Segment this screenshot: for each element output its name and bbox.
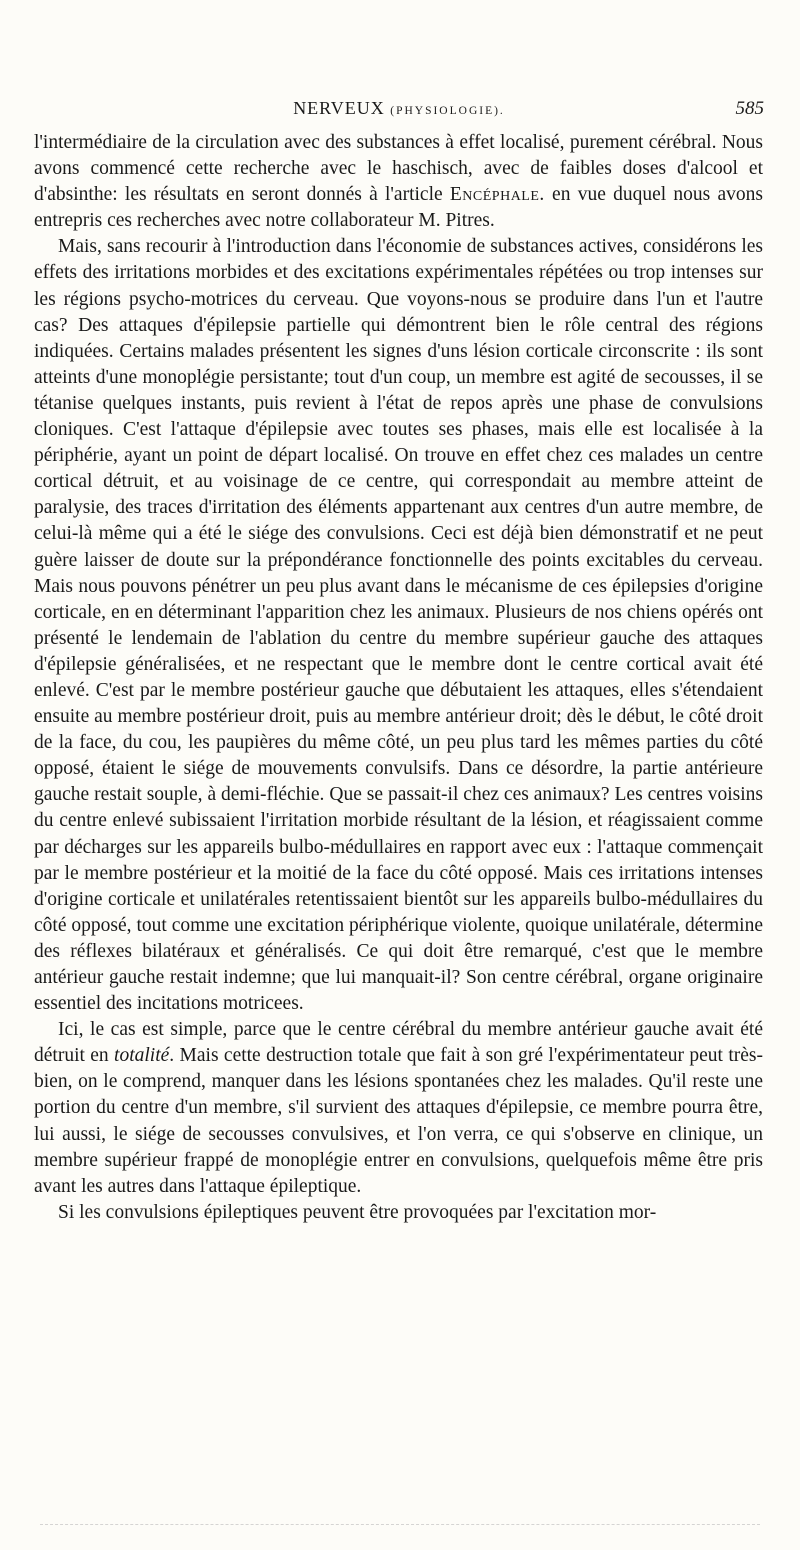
paragraph-1-text: l'intermédiaire de la circulation avec des substances à effet localisé, purement cérébral. Nous avons commencé cette recherche avec le haschisch, avec de faibles doses d'alcool et d'absinthe: les résultats en seront donnés à l'article: [34, 132, 763, 206]
emphasis-word: totalité: [114, 1045, 170, 1067]
paragraph-3: [34, 1017, 763, 1200]
footer-scan-marks: [40, 1524, 760, 1531]
running-title-main: NERVEUX: [293, 98, 385, 118]
paragraph-1: [34, 130, 763, 234]
running-header: [34, 98, 764, 124]
paragraph-3-text: Ici, le cas est simple, parce que le centre cérébral du membre antérieur gauche avait été détruit en: [34, 1019, 763, 1067]
running-title-sub: (PHYSIOLOGIE).: [390, 105, 505, 117]
paragraph-2: Mais, sans recourir à l'introduction dans l'économie de substances actives, considérons les effets des irritations morbides et des excitations expérimentales répétées ou trop intenses sur les régions psycho-motrices du cerveau. Que voyons-nous se produire dans l'un et l'autre cas? Des attaques d'épilepsie partielle qui démontrent bien le rôle central des régions indiquées. Certains malades présentent les signes d'uns lésion corticale circonscrite : ils sont atteints d'une monoplégie persistante; tout d'un coup, un membre est agité de secousses, il se tétanise quelques instants, puis revient à l'état de repos après une phase de convulsions cloniques. C'est l'attaque d'épilepsie avec toutes ses phases, mais elle est localisée à la périphérie, ayant un point de départ localisé. On trouve en effet chez ces malades un centre cortical détruit, et au voisinage de ce centre, qui correspondait au membre atteint de paralysie, des traces d'irritation des éléments appartenant aux centres d'un autre membre, de celui-là même qui a été le siége des convulsions. Ceci est déjà bien démonstratif et ne peut guère laisser de doute sur la prépondérance fonctionnelle des points excitables du cerveau. Mais nous pouvons pénétrer un peu plus avant dans le mécanisme de ces épilepsies d'origine corticale, en en déterminant l'apparition chez les animaux. Plusieurs de nos chiens opérés ont présenté le lendemain de l'ablation du centre du membre supérieur gauche des attaques d'épilepsie généralisées, et ne respectant que le membre dont le centre cortical avait été enlevé. C'est par le membre postérieur gauche que débutaient les attaques, elles s'étendaient ensuite au membre postérieur droit, puis au membre antérieur droit; dès le début, le côté droit de la face, du cou, les paupières du même côté, un peu plus tard les mêmes parties du côté opposé, étaient le siége de mouvements convulsifs. Dans ce désordre, la partie antérieure gauche restait souple, à demi-fléchie. Que se passait-il chez ces animaux? Les centres voisins du centre enlevé subissaient l'irritation morbide résultant de la lésion, et réagissaient comme par décharges sur les appareils bulbo-médullaires en rapport avec eux : l'attaque commençait par le membre postérieur et la moitié de la face du côté opposé. Mais ces irritations intenses d'origine corticale et unilatérales retentissaient bientôt sur les appareils bulbo-médullaires du côté opposé, tout comme une excitation périphérique violente, quoique unilatérale, détermine des réflexes bilatéraux et généralisés. Ce qui doit être remarqué, c'est que le membre antérieur gauche restait indemne; que lui manquait-il? Son centre cérébral, organe originaire essentiel des incitations motricees.: [34, 236, 763, 1015]
paragraph-3-text-end: . Mais cette destruction totale que fait à son gré l'expérimentateur peut très-bien, on le comprend, manquer dans les lésions spontanées chez les malades. Qu'il reste une portion du centre d'un membre, s'il survient des attaques d'épilepsie, ce membre pourra être, lui aussi, le siége de secousses convulsives, et l'on verra, ce qui s'observe en clinique, un membre supérieur frappé de monoplégie entrer en convulsions, quelquefois même être pris avant les autres dans l'attaque épileptique.: [34, 1045, 763, 1197]
article-reference: Encéphale.: [449, 184, 545, 206]
page-body: [34, 130, 763, 1226]
paragraph-4: Si les convulsions épileptiques peuvent être provoquées par l'excitation mor-: [58, 1201, 657, 1223]
running-title: [34, 98, 764, 119]
paragraph-1-text-end: en vue duquel nous avons entrepris ces recherches avec notre collaborateur M. Pitres.: [34, 184, 763, 232]
page-number: 585: [735, 98, 764, 119]
